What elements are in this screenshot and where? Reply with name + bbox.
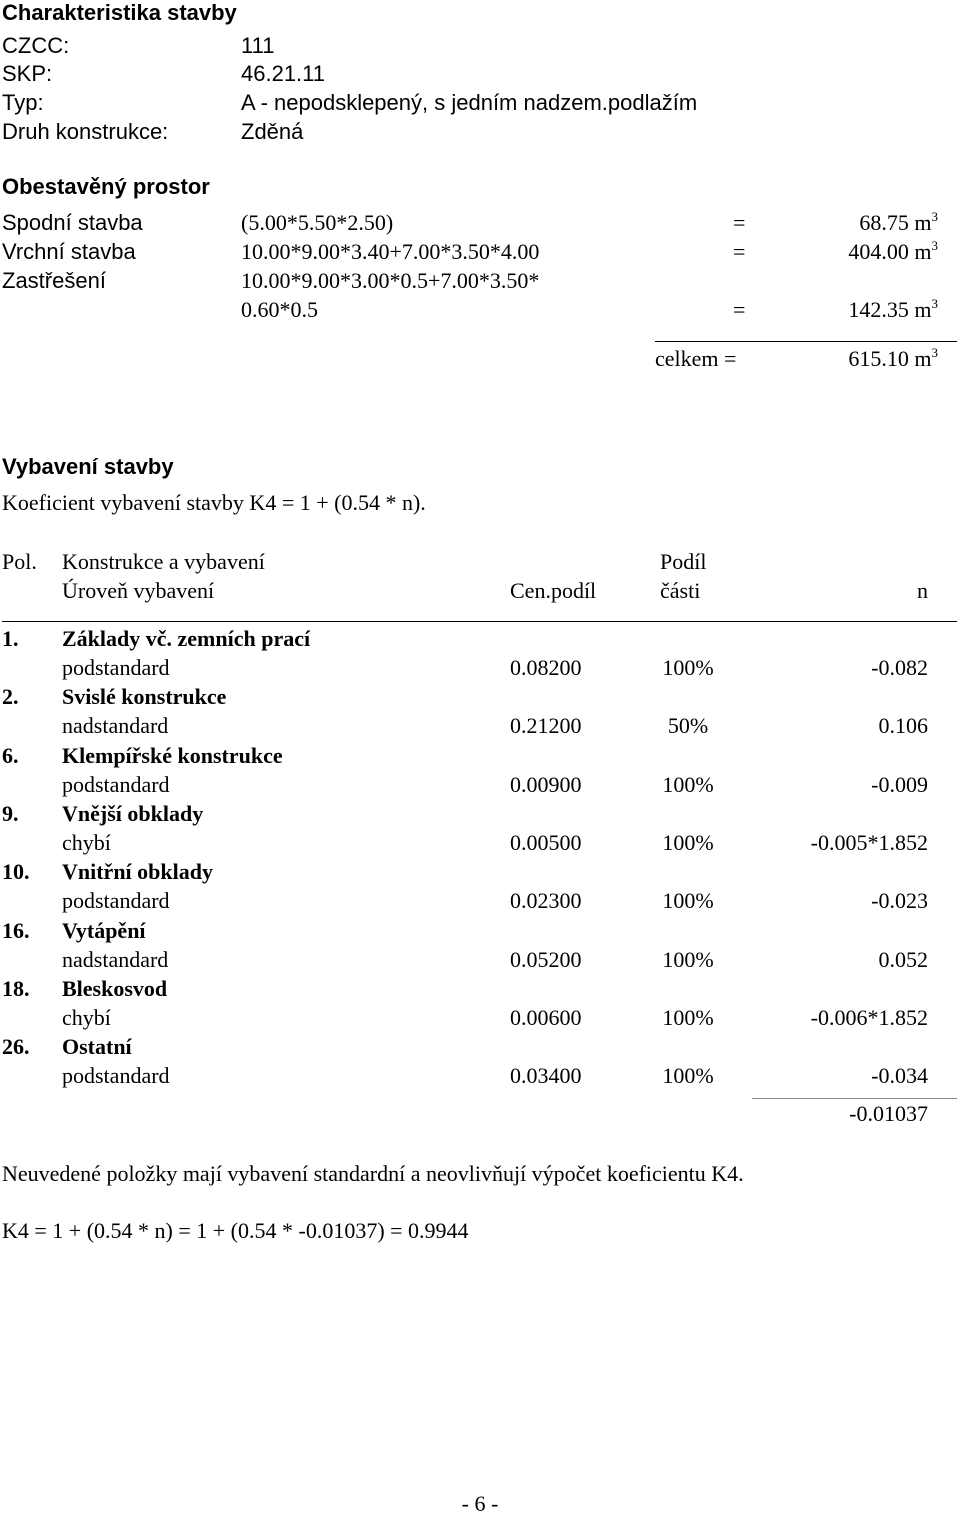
volume-formula-continuation: 0.60*0.5 <box>241 297 318 322</box>
volume-label: Zastřešení <box>2 268 106 293</box>
item-share-part: 100% <box>662 1063 714 1088</box>
item-share-part: 100% <box>662 772 714 797</box>
item-number: 16. <box>2 918 30 943</box>
item-price-share: 0.00600 <box>510 1005 582 1030</box>
item-level: podstandard <box>62 888 170 913</box>
volume-total-rule <box>655 341 957 342</box>
section-heading-volume: Obestavěný prostor <box>2 174 210 199</box>
volume-value: 142.35 $m^3$ <box>848 295 938 322</box>
volume-formula: 10.00*9.00*3.40+7.00*3.50*4.00 <box>241 239 540 264</box>
char-value: 46.21.11 <box>241 61 326 86</box>
equipment-note: Neuvedené položky mají vybavení standardní a neovlivňují výpočet koeficientu K4. <box>2 1161 744 1186</box>
item-n: -0.009 <box>871 772 928 797</box>
page-number: - 6 - <box>461 1491 499 1516</box>
volume-label: Spodní stavba <box>2 210 143 235</box>
header-share: Podíl <box>660 549 707 574</box>
volume-value: 68.75 $m^3$ <box>859 208 938 235</box>
char-label: Typ: <box>2 90 44 115</box>
item-n: 0.106 <box>878 713 928 738</box>
item-level: podstandard <box>62 1063 170 1088</box>
volume-total-value: 615.10 $m^3$ <box>848 344 938 371</box>
item-n: 0.052 <box>878 947 928 972</box>
item-level: podstandard <box>62 655 170 680</box>
item-level: nadstandard <box>62 947 169 972</box>
header-share-part: části <box>660 578 701 603</box>
volume-equals: = <box>733 210 746 235</box>
char-label: Druh konstrukce: <box>2 119 169 144</box>
header-construction: Konstrukce a vybavení <box>62 549 265 574</box>
item-number: 9. <box>2 801 19 826</box>
volume-equals: = <box>733 239 746 264</box>
item-name: Vytápění <box>62 918 146 943</box>
item-number: 1. <box>2 626 19 651</box>
volume-formula: (5.00*5.50*2.50) <box>241 210 394 235</box>
item-name: Klempířské konstrukce <box>62 743 283 768</box>
item-level: chybí <box>62 830 111 855</box>
item-share-part: 100% <box>662 655 714 680</box>
header-pol: Pol. <box>2 549 37 574</box>
item-number: 26. <box>2 1034 30 1059</box>
section-heading-characteristics: Charakteristika stavby <box>2 0 237 25</box>
header-n: n <box>917 578 928 603</box>
equipment-sum: -0.01037 <box>849 1101 928 1126</box>
item-name: Základy vč. zemních prací <box>62 626 311 651</box>
item-name: Vnitřní obklady <box>62 859 213 884</box>
item-number: 18. <box>2 976 30 1001</box>
item-name: Svislé konstrukce <box>62 684 227 709</box>
item-share-part: 100% <box>662 1005 714 1030</box>
item-number: 6. <box>2 743 19 768</box>
item-price-share: 0.03400 <box>510 1063 582 1088</box>
header-price-share: Cen.podíl <box>510 578 597 603</box>
table-header-rule <box>2 621 957 622</box>
char-value: Zděná <box>241 119 304 144</box>
item-level: chybí <box>62 1005 111 1030</box>
char-value: 111 <box>241 33 275 58</box>
item-n: -0.034 <box>871 1063 928 1088</box>
item-name: Bleskosvod <box>62 976 168 1001</box>
item-level: nadstandard <box>62 713 169 738</box>
item-price-share: 0.00500 <box>510 830 582 855</box>
header-level: Úroveň vybavení <box>62 578 215 603</box>
volume-equals: = <box>733 297 746 322</box>
volume-value: 404.00 $m^3$ <box>848 237 938 264</box>
item-name: Ostatní <box>62 1034 132 1059</box>
item-price-share: 0.05200 <box>510 947 582 972</box>
item-price-share: 0.00900 <box>510 772 582 797</box>
item-price-share: 0.02300 <box>510 888 582 913</box>
item-share-part: 100% <box>662 888 714 913</box>
item-share-part: 100% <box>662 830 714 855</box>
item-price-share: 0.21200 <box>510 713 582 738</box>
item-name: Vnější obklady <box>62 801 204 826</box>
item-number: 10. <box>2 859 30 884</box>
char-label: SKP: <box>2 61 53 86</box>
item-n: -0.023 <box>871 888 928 913</box>
item-share-part: 50% <box>667 713 709 738</box>
item-share-part: 100% <box>662 947 714 972</box>
sum-rule <box>752 1098 957 1099</box>
item-n: -0.082 <box>871 655 928 680</box>
item-number: 2. <box>2 684 19 709</box>
volume-formula: 10.00*9.00*3.00*0.5+7.00*3.50* <box>241 268 540 293</box>
item-level: podstandard <box>62 772 170 797</box>
char-value: A - nepodsklepený, s jedním nadzem.podlažím <box>241 90 698 115</box>
equipment-formula: Koeficient vybavení stavby K4 = 1 + (0.54 * n). <box>2 490 426 515</box>
volume-label: Vrchní stavba <box>2 239 136 264</box>
section-heading-equipment: Vybavení stavby <box>2 454 174 479</box>
item-n: -0.005*1.852 <box>810 830 928 855</box>
item-n: -0.006*1.852 <box>810 1005 928 1030</box>
k4-result: K4 = 1 + (0.54 * n) = 1 + (0.54 * -0.01037) = 0.9944 <box>2 1218 469 1243</box>
char-label: CZCC: <box>2 33 70 58</box>
item-price-share: 0.08200 <box>510 655 582 680</box>
volume-total-label: celkem = <box>655 346 737 371</box>
